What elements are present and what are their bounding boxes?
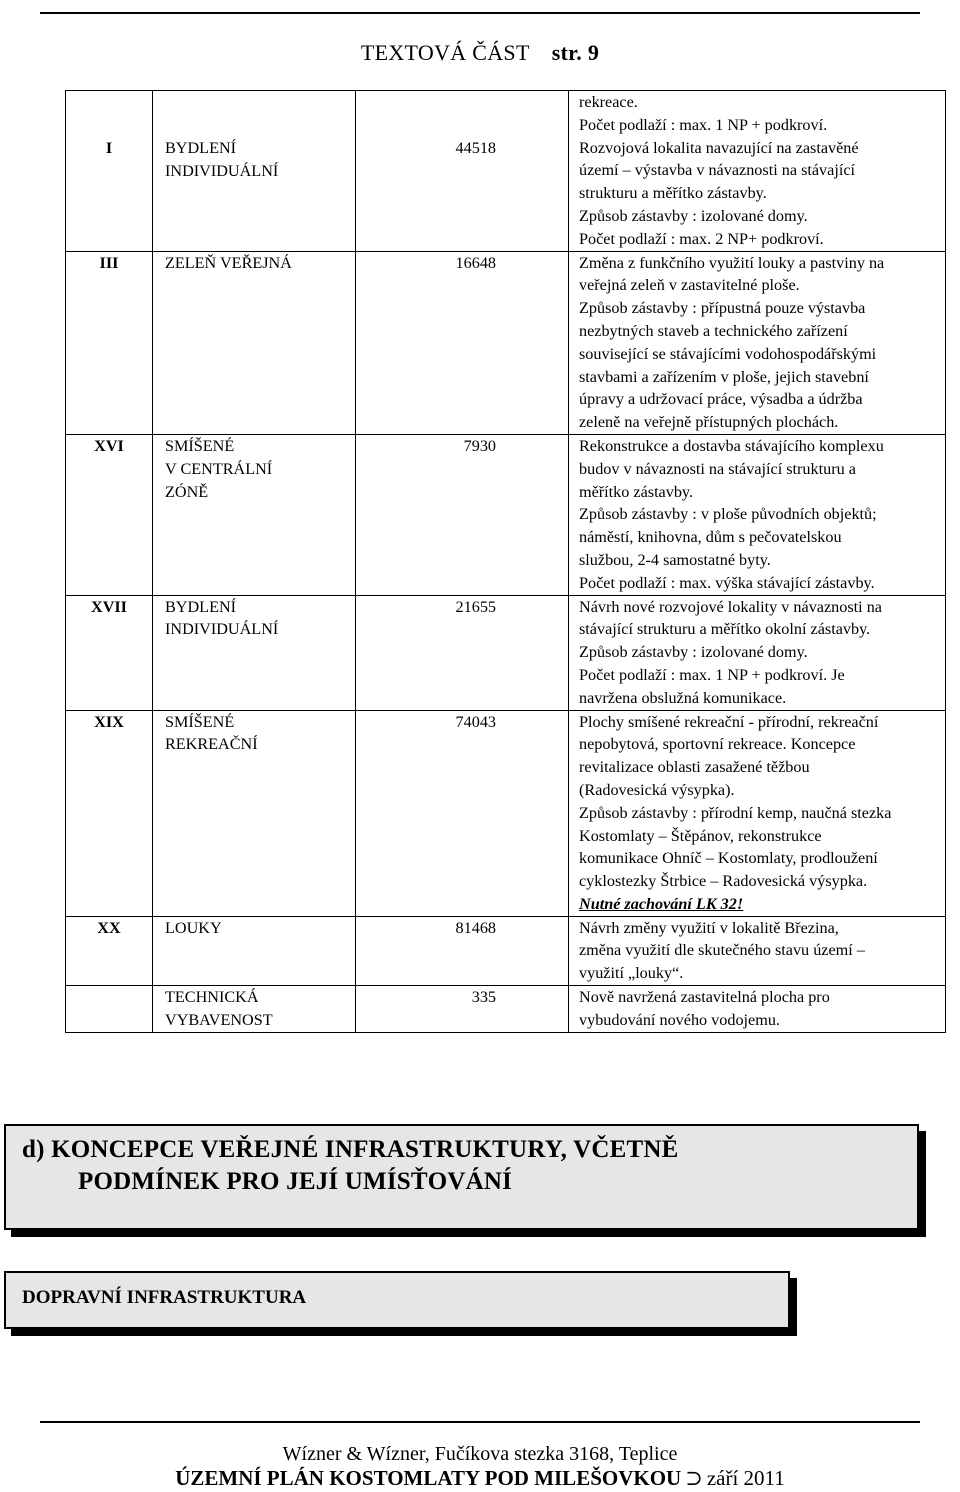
zone-name-line: INDIVIDUÁLNÍ [165,161,279,180]
description-line: Počet podlaží : max. 1 NP + podkroví. Je [579,665,845,684]
description-line: Způsob zástavby : izolované domy. [579,643,808,662]
table-row [66,434,946,595]
zone-area [356,434,569,595]
zone-area-value: 44518 [455,139,496,157]
footer-date: září 2011 [706,1466,785,1490]
zone-description [569,916,946,985]
description-line: související se stávajícími vodohospodářskými [579,344,877,363]
zone-name [153,91,356,252]
zone-code [66,434,153,595]
zone-code [66,91,153,252]
zone-name-line: BYDLENÍ [165,597,237,616]
description-line: měřítko zástavby. [579,482,694,501]
zone-name-line: V CENTRÁLNÍ [165,459,273,478]
section-d-line1: d) KONCEPCE VEŘEJNÉ INFRASTRUKTURY, VČETNĚ [22,1136,679,1163]
description-line: revitalizace oblasti zasažené těžbou [579,758,810,777]
table-row [66,595,946,710]
zone-name-line: REKREAČNÍ [165,735,258,754]
description-line: strukturu a měřítko zástavby. [579,184,767,203]
header-page-number: str. 9 [551,40,600,65]
description-line: veřejná zeleň v zastavitelné ploše. [579,276,800,295]
header-title: TEXTOVÁ ČÁST [360,40,530,65]
description-line: budov v návaznosti na stávající strukturu a [579,459,856,478]
description-line: úpravy a udržovací práce, výsadba a údržba [579,390,863,409]
zone-area-value: 7930 [463,436,496,455]
zone-description [569,251,946,434]
zone-name [153,916,356,985]
description-line: stávající strukturu a měřítko okolní zástavby. [579,620,871,639]
zone-description [569,986,946,1033]
description-line: navržena obslužná komunikace. [579,688,787,707]
zone-name-line: BYDLENÍ [165,139,237,157]
zone-area-value: 21655 [455,597,496,616]
description-emphasis: Nutné zachování LK 32! [579,894,744,913]
description-line: území – výstavba v návaznosti na stávající [579,161,856,180]
zone-name-line: LOUKY [165,918,222,937]
zone-area [356,710,569,916]
zone-area [356,595,569,710]
description-line: Způsob zástavby : přípustná pouze výstavba [579,299,866,318]
description-line: vybudování nového vodojemu. [579,1010,780,1029]
description-line: Nově navržená zastavitelná plocha pro [579,988,830,1007]
zone-name [153,710,356,916]
zone-description [569,434,946,595]
zone-area-value: 335 [471,988,496,1007]
zone-area [356,91,569,252]
footer-plan-title: ÚZEMNÍ PLÁN KOSTOMLATY POD MILEŠOVKOU [175,1466,682,1490]
section-d-line2: PODMÍNEK PRO JEJÍ UMÍSŤOVÁNÍ [78,1168,513,1195]
subset-symbol: ⊃ [685,1466,703,1490]
zone-code [66,595,153,710]
description-line: Počet podlaží : max. výška stávající zástavby. [579,573,875,592]
table-row [66,91,946,252]
zone-area-value: 74043 [455,712,496,731]
zone-name [153,986,356,1033]
section-d-heading [4,1124,919,1230]
description-line: Způsob zástavby : přírodní kemp, naučná stezka [579,803,892,822]
footer-plan [0,1466,960,1491]
zone-name-line: INDIVIDUÁLNÍ [165,620,279,639]
description-line: rekreace. [579,93,638,111]
zone-name-line: SMÍŠENÉ [165,436,235,455]
description-line: komunikace Ohníč – Kostomlaty, prodloužení [579,849,878,868]
zone-area-value: 81468 [455,918,496,937]
zone-code [66,916,153,985]
description-line: Počet podlaží : max. 1 NP + podkroví. [579,115,828,134]
description-line: službou, 2-4 samostatné byty. [579,550,771,569]
description-line: Kostomlaty – Štěpánov, rekonstrukce [579,826,822,845]
zone-area-value: 16648 [455,253,496,272]
description-line: Změna z funkčního využití louky a pastviny na [579,253,885,272]
table-row [66,986,946,1033]
description-line: Způsob zástavby : izolované domy. [579,206,808,225]
footer-rule [40,1421,920,1423]
zone-area [356,916,569,985]
page-header [0,40,960,66]
zone-description [569,595,946,710]
zone-description [569,710,946,916]
description-line: Plochy smíšené rekreační - přírodní, rekreační [579,712,879,731]
description-line: změna využití dle skutečného stavu území – [579,941,865,960]
table-row [66,710,946,916]
zone-code-text: XVII [91,597,127,616]
footer-author: Wízner & Wízner, Fučíkova stezka 3168, Teplice [282,1443,678,1465]
description-line: Způsob zástavby : v ploše původních objektů; [579,505,877,524]
zone-code-text: III [99,253,119,272]
zone-code-text: XVI [94,436,124,455]
zone-name [153,595,356,710]
zone-name-line: ZÓNĚ [165,482,209,501]
description-line: nepobytová, sportovní rekreace. Koncepce [579,735,856,754]
description-line: nezbytných staveb a technického zařízení [579,321,848,340]
zone-name [153,434,356,595]
zone-code [66,251,153,434]
zone-code-text: XIX [94,712,124,731]
description-line: Rekonstrukce a dostavba stávajícího komplexu [579,436,884,455]
description-line: (Radovesická výsypka). [579,780,735,799]
description-line: cyklostezky Štrbice – Radovesická výsypka. [579,872,868,891]
zone-name-line: SMÍŠENÉ [165,712,235,731]
table-row [66,916,946,985]
description-line: zeleně na veřejně přístupných plochách. [579,413,839,432]
description-line: Návrh nové rozvojové lokality v návaznosti na [579,597,882,616]
description-line: náměstí, knihovna, dům s pečovatelskou [579,528,842,547]
zone-code-text: XX [97,918,121,937]
description-line: Návrh změny využití v lokalitě Březina, [579,918,839,937]
zone-name-line: TECHNICKÁ [165,988,259,1007]
zone-code [66,986,153,1033]
zone-name-line: ZELEŇ VEŘEJNÁ [165,253,292,272]
zone-area [356,986,569,1033]
zone-description [569,91,946,252]
transport-infrastructure-heading [4,1271,790,1329]
transport-infrastructure-title: DOPRAVNÍ INFRASTRUKTURA [22,1287,307,1308]
zone-name [153,251,356,434]
description-line: Rozvojová lokalita navazující na zastavěné [579,138,859,157]
table-row [66,251,946,434]
description-line: stavbami a zařízením v ploše, jejich stavební [579,367,869,386]
zone-area [356,251,569,434]
description-line: Počet podlaží : max. 2 NP+ podkroví. [579,229,824,248]
description-line: využití „louky“. [579,964,684,983]
zones-table [65,90,946,1033]
zone-name-line: VYBAVENOST [165,1010,273,1029]
zone-code [66,710,153,916]
header-rule [40,12,920,14]
zone-code-text: I [105,139,113,157]
